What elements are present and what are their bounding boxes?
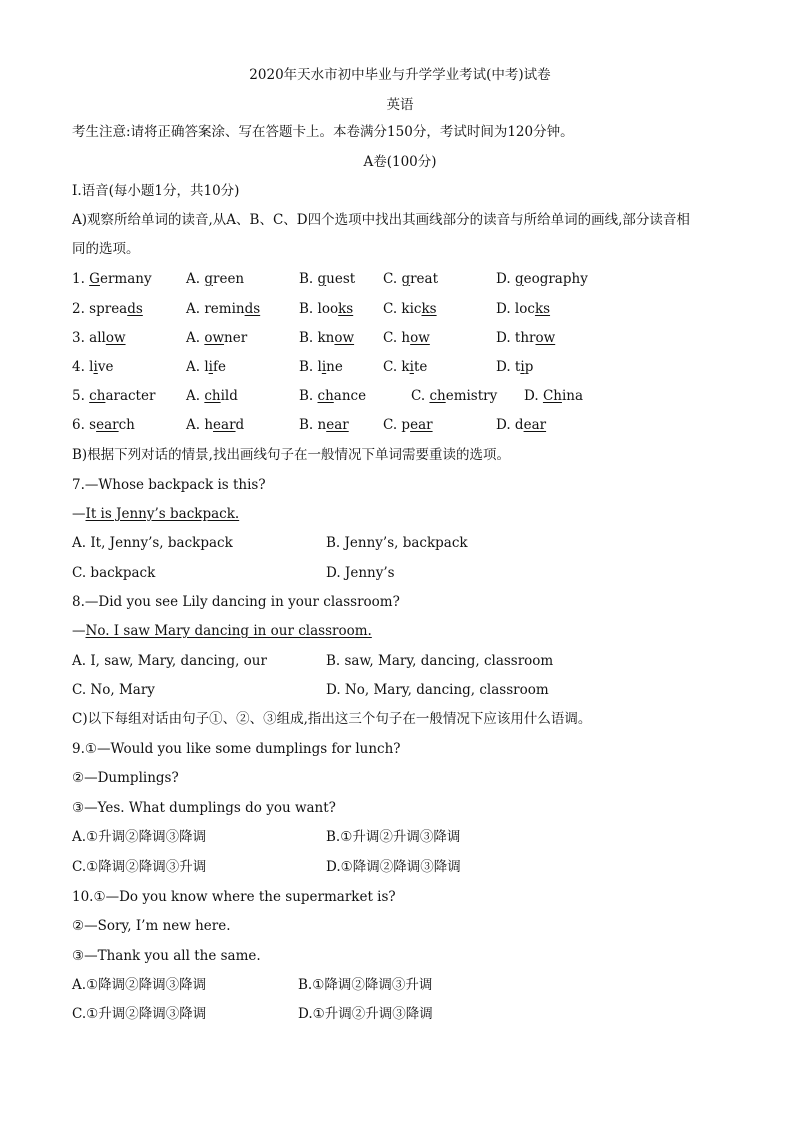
pron-option-a bbox=[186, 358, 226, 376]
word-prefix: B. n bbox=[299, 417, 327, 433]
part-a-instruction-line1: A)观察所给单词的读音,从A、B、C、D四个选项中找出其画线部分的读音与所给单词的画线,部分读音相 bbox=[72, 212, 690, 228]
word-prefix: A. bbox=[186, 330, 205, 346]
word-prefix: C. bbox=[383, 271, 402, 287]
word-prefix: A. bbox=[186, 388, 205, 404]
exam-title: 2020年天水市初中毕业与升学学业考试(中考)试卷 bbox=[249, 67, 551, 83]
pron-option-b bbox=[299, 358, 343, 376]
volume-a-heading: A卷(100分) bbox=[363, 154, 437, 170]
section-heading-pronunciation: I.语音(每小题1分，共10分) bbox=[72, 183, 240, 199]
underlined-letters: ear bbox=[96, 417, 119, 433]
word-prefix: B. bbox=[299, 388, 318, 404]
underlined-letters: i bbox=[321, 359, 327, 375]
part-b-instruction: B)根据下列对话的情景,找出画线句子在一般情况下单词需要重读的选项。 bbox=[72, 447, 510, 463]
q7-option-a: A. It, Jenny’s, backpack bbox=[72, 535, 233, 551]
q7-option-d: D. Jenny’s bbox=[326, 565, 395, 581]
word-suffix: ild bbox=[220, 388, 238, 404]
q9-line1: 9.①—Would you like some dumplings for lunch? bbox=[72, 741, 401, 757]
underlined-letters: ch bbox=[204, 388, 221, 404]
word-prefix: A. bbox=[186, 271, 205, 287]
pron-option-c bbox=[383, 270, 438, 288]
word-suffix: ner bbox=[224, 330, 248, 346]
underlined-letters: ow bbox=[204, 330, 225, 346]
q7-option-b: B. Jenny’s, backpack bbox=[326, 535, 468, 551]
underlined-letters: ch bbox=[317, 388, 334, 404]
underlined-letters: i bbox=[409, 359, 414, 375]
underlined-letters: ow bbox=[410, 330, 430, 346]
q10-line2: ②—Sory, I’m new here. bbox=[72, 918, 231, 934]
q9-option-d: D.①降调②降调③降调 bbox=[326, 859, 461, 875]
word-prefix: D. d bbox=[496, 417, 524, 433]
pron-question-word bbox=[72, 270, 152, 288]
word-suffix: uest bbox=[326, 271, 356, 287]
word-prefix: B. loo bbox=[299, 301, 339, 317]
underlined-letters: i bbox=[208, 359, 213, 375]
word-prefix: C. bbox=[411, 388, 430, 404]
q8-option-d: D. No, Mary, dancing, classroom bbox=[326, 682, 549, 698]
q9-option-c: C.①降调②降调③升调 bbox=[72, 859, 207, 875]
word-prefix: A. h bbox=[186, 417, 214, 433]
word-prefix: C. p bbox=[383, 417, 411, 433]
pron-option-d bbox=[496, 358, 533, 376]
underlined-letters: ow bbox=[105, 330, 126, 346]
pron-option-d bbox=[496, 416, 546, 434]
word-prefix: D. loc bbox=[496, 301, 535, 317]
q8-option-c: C. No, Mary bbox=[72, 682, 155, 698]
pron-option-b bbox=[299, 416, 349, 434]
q7-reply-dash: — bbox=[72, 506, 86, 522]
word-suffix: eography bbox=[523, 271, 588, 287]
pron-option-a bbox=[186, 270, 244, 288]
word-suffix: d bbox=[235, 417, 245, 433]
pron-option-b bbox=[299, 270, 355, 288]
pron-option-d bbox=[496, 270, 588, 288]
pron-option-d bbox=[496, 300, 550, 318]
underlined-letters: ear bbox=[326, 417, 349, 433]
underlined-letters: g bbox=[204, 271, 213, 287]
word-prefix: C. kic bbox=[383, 301, 422, 317]
pron-option-c bbox=[383, 329, 430, 347]
word-prefix: 4. l bbox=[72, 359, 94, 375]
underlined-letters: ch bbox=[429, 388, 446, 404]
pron-question-word bbox=[72, 416, 135, 434]
pron-option-b bbox=[299, 300, 353, 318]
pron-option-a bbox=[186, 300, 260, 318]
word-suffix: ina bbox=[561, 388, 584, 404]
pron-option-c bbox=[383, 416, 433, 434]
pron-option-a bbox=[186, 387, 238, 405]
word-prefix: C. k bbox=[383, 359, 410, 375]
word-suffix: reen bbox=[213, 271, 245, 287]
q10-option-d: D.①升调②升调③降调 bbox=[298, 1006, 433, 1022]
word-prefix: B. kn bbox=[299, 330, 335, 346]
word-suffix: aracter bbox=[105, 388, 156, 404]
pron-option-c bbox=[383, 300, 437, 318]
q8-stem: 8.—Did you see Lily dancing in your classroom? bbox=[72, 594, 400, 610]
word-prefix: B. l bbox=[299, 359, 322, 375]
underlined-letters: ear bbox=[523, 417, 547, 433]
q8-reply-dash: — bbox=[72, 623, 86, 639]
word-prefix: D. bbox=[496, 271, 515, 287]
word-suffix: ne bbox=[326, 359, 343, 375]
underlined-letters: G bbox=[89, 271, 100, 287]
word-prefix: 5. bbox=[72, 388, 90, 404]
word-suffix: fe bbox=[212, 359, 226, 375]
underlined-letters: g bbox=[401, 271, 411, 287]
word-prefix: 6. s bbox=[72, 417, 97, 433]
pron-option-d bbox=[524, 387, 583, 405]
q9-option-b: B.①升调②升调③降调 bbox=[326, 829, 461, 845]
underlined-letters: ks bbox=[534, 301, 551, 317]
word-suffix: reat bbox=[410, 271, 439, 287]
q10-line1: 10.①—Do you know where the supermarket is? bbox=[72, 889, 396, 905]
pron-option-b bbox=[299, 329, 354, 347]
underlined-letters: ks bbox=[421, 301, 437, 317]
pron-option-d bbox=[496, 329, 555, 347]
underlined-letters: Ch bbox=[542, 388, 562, 404]
underlined-letters: i bbox=[93, 359, 98, 375]
word-prefix: D. t bbox=[496, 359, 521, 375]
pron-question-word bbox=[72, 387, 155, 405]
q9-line3: ③—Yes. What dumplings do you want? bbox=[72, 800, 336, 816]
q7-reply bbox=[72, 505, 239, 523]
word-suffix: te bbox=[413, 359, 428, 375]
part-c-instruction: C)以下每组对话由句子①、②、③组成,指出这三个句子在一般情况下应该用什么语调。 bbox=[72, 711, 592, 727]
q10-option-b: B.①降调②降调③升调 bbox=[298, 977, 433, 993]
underlined-letters: g bbox=[514, 271, 524, 287]
subject-heading: 英语 bbox=[386, 97, 414, 113]
word-prefix: D. bbox=[524, 388, 543, 404]
pron-option-c bbox=[383, 358, 427, 376]
word-suffix: ve bbox=[97, 359, 114, 375]
q7-reply-underlined: It is Jenny’s backpack. bbox=[85, 506, 240, 522]
q8-option-b: B. saw, Mary, dancing, classroom bbox=[326, 653, 554, 669]
underlined-letters: i bbox=[520, 359, 525, 375]
q10-option-c: C.①升调②降调③降调 bbox=[72, 1006, 207, 1022]
q7-stem: 7.—Whose backpack is this? bbox=[72, 477, 266, 493]
word-prefix: A. remin bbox=[186, 301, 245, 317]
underlined-letters: ds bbox=[244, 301, 261, 317]
pron-option-a bbox=[186, 329, 247, 347]
word-prefix: D. thr bbox=[496, 330, 536, 346]
q8-option-a: A. I, saw, Mary, dancing, our bbox=[72, 653, 267, 669]
word-suffix: p bbox=[524, 359, 534, 375]
part-a-instruction-line2: 同的选项。 bbox=[72, 241, 140, 257]
pron-question-word bbox=[72, 300, 143, 318]
underlined-letters: ch bbox=[89, 388, 106, 404]
word-prefix: 3. all bbox=[72, 330, 106, 346]
pron-option-c bbox=[411, 387, 497, 405]
pron-option-b bbox=[299, 387, 366, 405]
candidate-notice: 考生注意:请将正确答案涂、写在答题卡上。本卷满分150分，考试时间为120分钟。 bbox=[72, 124, 574, 140]
q10-option-a: A.①降调②降调③降调 bbox=[72, 977, 207, 993]
underlined-letters: ow bbox=[535, 330, 556, 346]
word-suffix: ance bbox=[333, 388, 367, 404]
word-suffix: ermany bbox=[99, 271, 152, 287]
underlined-letters: ow bbox=[334, 330, 355, 346]
q9-line2: ②—Dumplings? bbox=[72, 770, 179, 786]
underlined-letters: ks bbox=[338, 301, 354, 317]
underlined-letters: ds bbox=[127, 301, 143, 317]
word-suffix: emistry bbox=[445, 388, 498, 404]
q8-reply-underlined: No. I saw Mary dancing in our classroom. bbox=[85, 623, 372, 639]
q10-line3: ③—Thank you all the same. bbox=[72, 948, 261, 964]
underlined-letters: ear bbox=[213, 417, 236, 433]
pron-question-word bbox=[72, 329, 126, 347]
word-suffix: ch bbox=[118, 417, 135, 433]
word-prefix: B. bbox=[299, 271, 318, 287]
pron-question-word bbox=[72, 358, 113, 376]
underlined-letters: ear bbox=[410, 417, 433, 433]
word-prefix: A. l bbox=[186, 359, 209, 375]
q8-reply bbox=[72, 622, 372, 640]
q7-option-c: C. backpack bbox=[72, 565, 156, 581]
q9-option-a: A.①升调②降调③降调 bbox=[72, 829, 207, 845]
word-prefix: 2. sprea bbox=[72, 301, 128, 317]
underlined-letters: g bbox=[317, 271, 327, 287]
pron-option-a bbox=[186, 416, 244, 434]
word-prefix: C. h bbox=[383, 330, 411, 346]
word-prefix: 1. bbox=[72, 271, 90, 287]
